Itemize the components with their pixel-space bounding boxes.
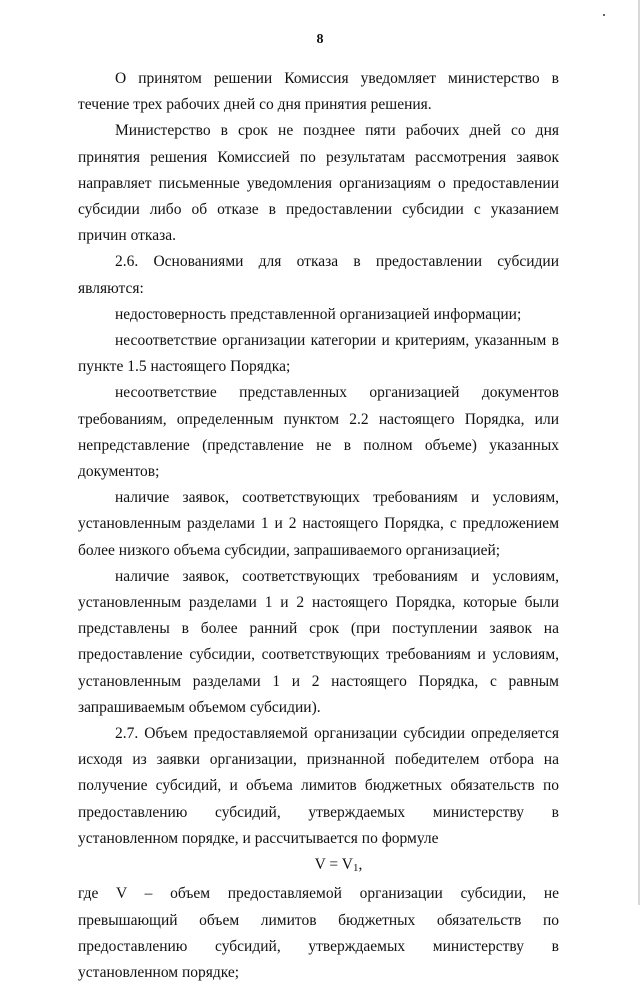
paragraph-refusal-reason-2: несоответствие организации категории и критериям, указанным в пункте 1.5 настоящего Порядка; [78, 332, 559, 376]
paragraph-formula-definition: где V – объем предоставляемой организации субсидии, не превышающий объем лимитов бюджетных обязательств по предоставлению субсидий, утверждаемых министерству в установленном порядке; [78, 885, 559, 981]
paragraph-refusal-reason-1: недостоверность представленной организацией информации; [115, 305, 522, 323]
scan-speck [603, 14, 605, 16]
formula-tail: , [358, 856, 363, 874]
paragraph-2-6-heading: 2.6. Основаниями для отказа в предоставлении субсидии являются: [78, 253, 559, 297]
paragraph-refusal-reason-4: наличие заявок, соответствующих требованиям и условиям, установленным разделами 1 и 2 настоящего Порядка, с предложением более низкого объема субсидии, запрашиваемого организацией; [78, 489, 559, 559]
formula [78, 852, 559, 881]
paragraph-2-7-subsidy-volume: 2.7. Объем предоставляемой организации субсидии определяется исходя из заявки организации, признанной победителем отбора на получение субсидий, и объема лимитов бюджетных обязательств по предоставлению субсидий, утверждаемых министерству в установленном порядке, и рассчитывается по формуле [78, 725, 559, 847]
page-number: 8 [316, 32, 324, 47]
formula-lhs: V = V [314, 856, 353, 874]
paragraph-refusal-reason-3: несоответствие представленных организацией документов требованиям, определенным пунктом 2.2 настоящего Порядка, или непредставление (представление не в полном объеме) указанных документов; [78, 384, 559, 481]
document-body [78, 66, 559, 986]
paragraph-ministry-notification: Министерство в срок не позднее пяти рабочих дней со дня принятия решения Комиссией по результатам рассмотрения заявок направляет письменные уведомления организациям о предоставлении субсидии либо об отказе в предоставлении субсидии с указанием причин отказа. [78, 122, 559, 245]
paragraph-refusal-reason-5: наличие заявок, соответствующих требованиям и условиям, установленным разделами 1 и 2 настоящего Порядка, которые были представлены в более ранний срок (при поступлении заявок на предоставление субсидии, соответствующих требованиям и условиям, установленным разделами 1 и 2 настоящего Порядка, с равным запрашиваемым объемом субсидии). [78, 567, 559, 716]
paragraph-commission-notice: О принятом решении Комиссия уведомляет министерство в течение трех рабочих дней со дня принятия решения. [78, 70, 559, 114]
formula-subscript: 1 [352, 862, 359, 875]
